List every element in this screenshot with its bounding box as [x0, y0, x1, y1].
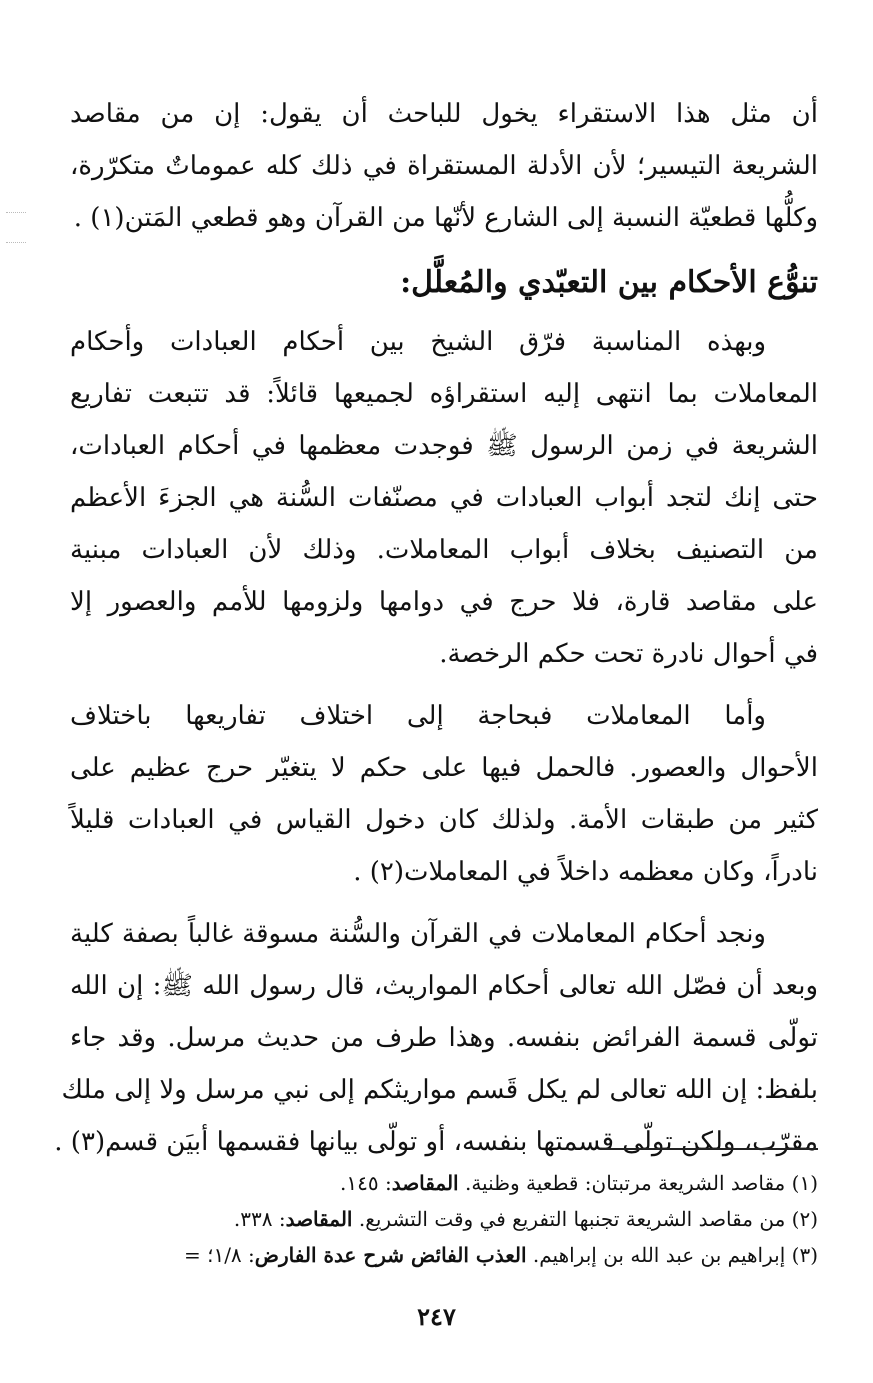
text-line: الأحوال والعصور. فالحمل فيها على حكم لا يتغيّر حرج عظيم على — [70, 753, 818, 783]
paragraph — [54, 908, 818, 1168]
text-line: بلفظ: إن الله تعالى لم يكل قَسم مواريثكم إلى نبي مرسل ولا إلى ملك — [61, 1075, 818, 1105]
margin-mark — [6, 212, 26, 213]
text-line: المعاملات بما انتهى إليه استقراؤه لجميعها قائلاً: قد تتبعت تفاريع — [70, 379, 818, 409]
page-body — [54, 88, 818, 1168]
footnotes — [40, 1165, 818, 1273]
footnote-divider — [600, 1148, 818, 1150]
footnote-ref: : ١/٨؛ = — [183, 1243, 255, 1267]
footnote-source: المقاصد — [285, 1207, 353, 1231]
footnote-source: العذب الفائض شرح عدة الفارض — [254, 1243, 527, 1267]
paragraph — [70, 690, 818, 898]
text-line: ونجد أحكام المعاملات في القرآن والسُّنة مسوقة غالباً بصفة كلية — [70, 919, 766, 949]
footnote-ref: : ٣٣٨. — [233, 1207, 286, 1231]
text-line: مقرّب، ولكن تولّى قسمتها بنفسه، أو تولّى بيانها فقسمها أبيَن قسم(٣) . — [54, 1127, 818, 1157]
text-line: نادراً، وكان معظمه داخلاً في المعاملات(٢) . — [353, 857, 818, 887]
footnote — [40, 1201, 818, 1237]
paragraph — [70, 316, 818, 680]
text-line: وبهذه المناسبة فرّق الشيخ بين أحكام العبادات وأحكام — [70, 327, 766, 357]
text-line: الشريعة التيسير؛ لأن الأدلة المستقراة في ذلك كله عموماتٌ متكرّرة، — [70, 151, 818, 181]
text-line: وبعد أن فصّل الله تعالى أحكام المواريث، قال رسول الله ﷺ: إن الله — [70, 971, 818, 1001]
section-heading: تنوُّع الأحكام بين التعبّدي والمُعلَّل: — [400, 265, 818, 300]
text-line: الشريعة في زمن الرسول ﷺ فوجدت معظمها في أحكام العبادات، — [70, 431, 818, 461]
intro-paragraph — [70, 88, 818, 244]
text-line: أن مثل هذا الاستقراء يخول للباحث أن يقول: إن من مقاصد — [70, 99, 818, 129]
footnote-text: (٣) إبراهيم بن عبد الله بن إبراهيم. — [526, 1243, 818, 1267]
text-line: كثير من طبقات الأمة. ولذلك كان دخول القياس في العبادات قليلاً — [70, 805, 818, 835]
text-line: حتى إنك لتجد أبواب العبادات في مصنّفات السُّنة هي الجزءَ الأعظم — [70, 483, 818, 513]
footnote-text: (٢) من مقاصد الشريعة تجنبها التفريع في وقت التشريع. — [352, 1207, 818, 1231]
page-number: ٢٤٧ — [417, 1302, 456, 1331]
text-line: وكلُّها قطعيّة النسبة إلى الشارع لأنّها من القرآن وهو قطعي المَتن(١) . — [73, 203, 818, 233]
margin-mark — [6, 242, 26, 243]
footnote-source: المقاصد — [391, 1171, 459, 1195]
footnote — [40, 1237, 818, 1273]
footnote-text: (١) مقاصد الشريعة مرتبتان: قطعية وظنية. — [458, 1171, 818, 1195]
text-line: تولّى قسمة الفرائض بنفسه. وهذا طرف من حديث مرسل. وقد جاء — [70, 1023, 818, 1053]
text-line: من التصنيف بخلاف أبواب المعاملات. وذلك لأن العبادات مبنية — [70, 535, 818, 565]
text-line: وأما المعاملات فبحاجة إلى اختلاف تفاريعها باختلاف — [70, 701, 766, 731]
footnote-ref: : ١٤٥. — [340, 1171, 392, 1195]
footnote — [40, 1165, 818, 1201]
text-line: في أحوال نادرة تحت حكم الرخصة. — [439, 639, 818, 669]
text-line: على مقاصد قارة، فلا حرج في دوامها ولزومها للأمم والعصور إلا — [70, 587, 818, 617]
